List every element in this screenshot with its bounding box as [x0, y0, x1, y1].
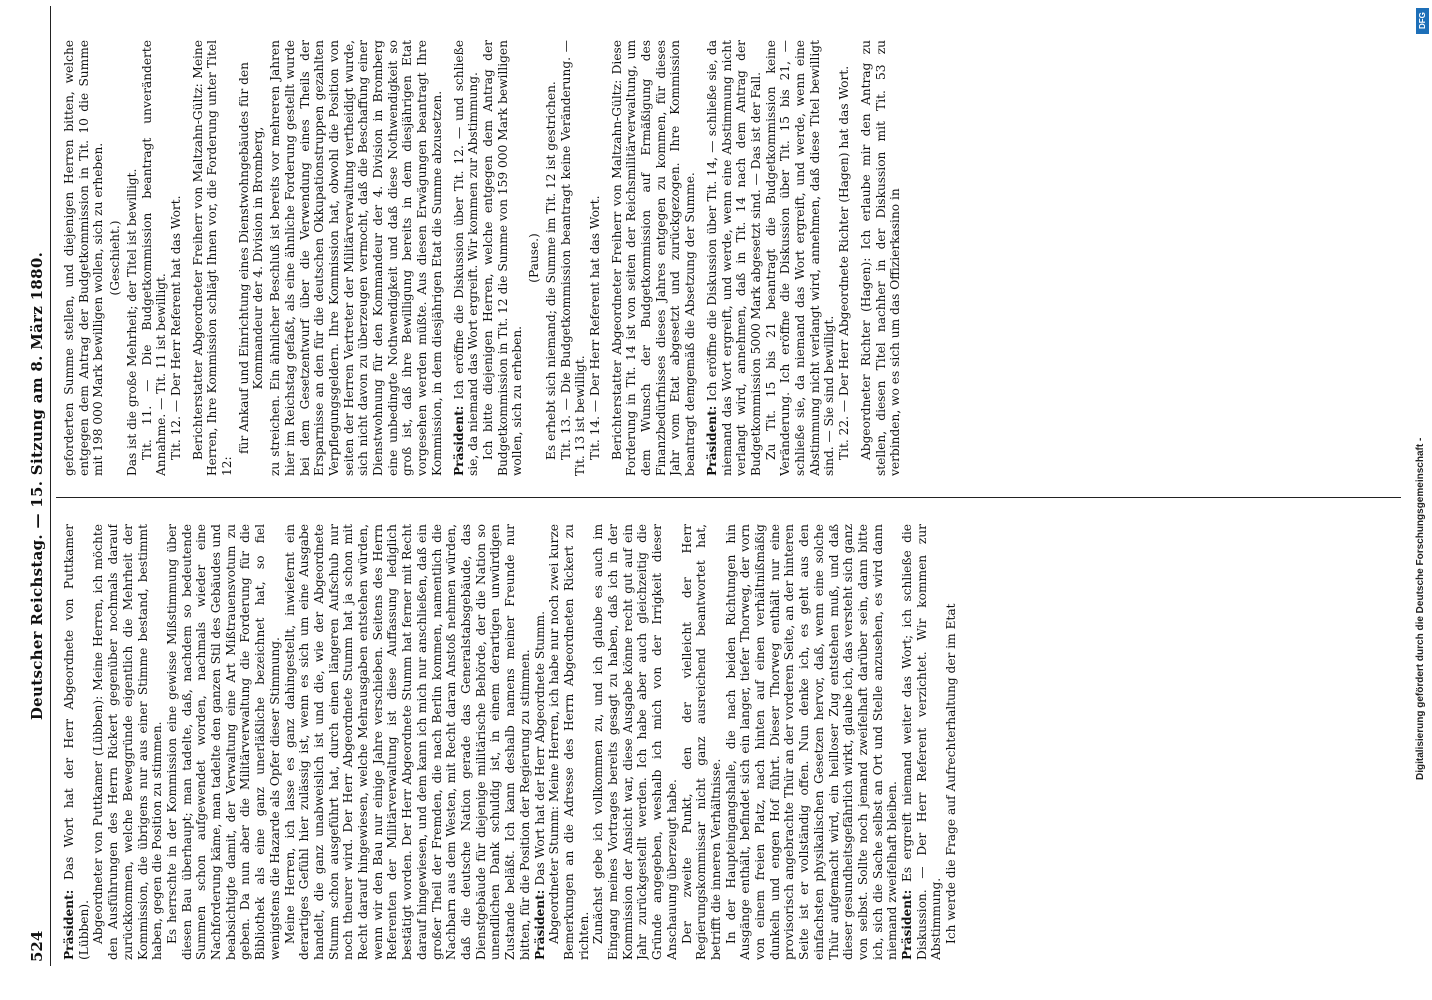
paragraph	[481, 40, 525, 476]
dfg-credit-text: Digitalisierung gefördert durch die Deutsche Forschungsgemeinschaft -	[1415, 437, 1426, 780]
paragraph-gap	[603, 40, 610, 476]
paragraph-text: Berichterstatter Abgeordneter Freiherr von Maltzahn-Gültz: Meine Herren, Ihre Kommission schlägt Ihnen vor, die Forderung unter Titel 12:	[190, 40, 235, 476]
page-header	[26, 6, 51, 966]
column-divider	[56, 497, 1401, 498]
paragraph	[859, 40, 903, 476]
paragraph-text: Zu Tit. 15 bis 21 beantragt die Budgetkommission keine Veränderung. Ich eröffne die Diskussion über Tit. 15 bis 21, — schließe sie, da niemand das Wort ergreift, und werde, wenn eine Abstimmung nicht verlangt wird, annehmen, daß diese Titel bewilligt sind. — Sie sind bewilligt.	[763, 40, 837, 476]
paragraph	[591, 524, 679, 960]
page-number: 524	[28, 930, 46, 962]
paragraph	[169, 40, 184, 476]
paragraph-gap	[184, 40, 191, 476]
paragraph-gap	[445, 40, 452, 476]
paragraph	[559, 40, 588, 476]
paragraph	[900, 524, 944, 960]
paragraph	[165, 524, 283, 960]
paragraph-text: Tit. 12. — Der Herr Referent hat das Wort.	[168, 195, 183, 460]
paragraph	[837, 40, 852, 476]
page-title: Deutscher Reichstag. — 15. Sitzung am 8. März 1880.	[28, 251, 46, 721]
paragraph	[680, 524, 724, 960]
paragraph	[91, 524, 165, 960]
dfg-sidebar	[1412, 0, 1432, 1000]
paragraph-text: Es ergreift niemand weiter das Wort; ich schließe die Diskussion. — Der Herr Referent verzichtet. Wir kommen zur Abstimmung.	[900, 524, 944, 960]
paragraph	[268, 40, 444, 476]
paragraph	[944, 524, 959, 960]
speaker-label: Präsident:	[704, 401, 719, 476]
paragraph-text: Das ist die große Mehrheit; der Titel ist bewilligt.	[124, 168, 139, 476]
paragraph	[764, 40, 838, 476]
paragraph-text: Tit. 22. — Der Herr Abgeordnete Richter (Hagen) hat das Wort.	[837, 65, 852, 460]
paragraph-text: Es erhebt sich niemand; die Summe im Tit. 12 ist gestrichen.	[543, 81, 558, 460]
paragraph-text: zu streichen. Ein ähnlicher Beschluß ist bereits vor mehreren Jahren hier im Reichstag gefaßt, als eine ähnliche Forderung gestellt wurde bei dem Gesetzentwurf über die Verwendung eines Theils der Ersparnisse an den für die deutschen Okkupationstruppen gezahlten Verpflegungsgeldern. Ihre Kommission hat, obwohl die Position von seiten der Herren Vertreter der Militärverwaltung vertheidigt wurde, sich nicht davon zu überzeugen vermocht, daß die Beschaffung einer Dienstwohnung für den Kommandeur der 4. Division in Bromberg eine unbedingte Nothwendigkeit und daß diese Nothwendigkeit so groß ist, daß ihre Bewilligung bereits in dem diesjährigen Etat vorgesehen werden müßte. Aus diesen Erwägungen beantragt Ihre Kommission, in dem diesjährigen Etat die Summe abzusetzen.	[268, 40, 444, 476]
centered-note: für Ankauf und Einrichtung eines Dienstwohngebäudes für den Kommandeur der 4. Division in Bromberg,	[236, 62, 266, 454]
paragraph	[62, 40, 106, 476]
dfg-logo: DFG	[1416, 8, 1429, 34]
paragraph-text: Meine Herren, ich lasse es ganz dahingestellt, inwiefernt ein derartiges Gefühl hier zulässig ist, wenn es sich um eine Ausgabe handelt, die ganz unabweislich ist und die, wie der Abgeordnete Stumm schon ausgeführt hat, durch einen längeren Aufschub nur noch theurer wird. Der Herr Abgeordnete Stumm hat ja schon mit Recht darauf hingewiesen, welche Mehrausgaben entstehen würden, wenn wir den Bau nur einige Jahre verschieben. Seitens des Herrn Referenten der Militärverwaltung ist diese Auffassung lediglich bestätigt worden. Der Herr Abgeordnete Stumm hat ferner mit Recht darauf hingewiesen, und dem kann ich mich nur anschließen, daß ein großer Theil der Fremden, die nach Berlin kommen, namentlich die Nachbarn aus dem Westen, mit Recht daran Anstoß nehmen würden, daß die deutsche Nation gerade das Generalstabsgebäude, das Dienstgebäude für diejenige militärische Behörde, der die Nation so unendlichen Dank schuldig ist, in einem derartigen unwürdigen Zustande beläßt. Ich kann deshalb namens meiner Freunde nur bitten, für die Position der Regierung zu stimmen.	[282, 524, 532, 960]
right-column	[62, 40, 1392, 476]
paragraph	[724, 524, 900, 960]
left-column	[62, 524, 1392, 960]
paragraph	[610, 40, 698, 476]
paragraph	[533, 524, 548, 960]
paragraph-text: geforderten Summe stellen, und diejenigen Herren bitten, welche entgegen dem Antrag der Budgetkommission in Tit. 10 die Summe mit 198 000 Mark bewilligen wollen, sich zu erheben.	[62, 40, 106, 476]
paragraph-text: Tit. 11. — Die Budgetkommission beantragt unveränderte Annahme. — Tit. 11 ist bewilligt.	[139, 40, 169, 476]
paragraph-text: Ich werde die Frage auf Aufrechterhaltung der im Etat	[944, 603, 959, 944]
paragraph-text: Ich eröffne die Diskussion über Tit. 14, — schließe sie, da niemand das Wort ergreift, und werde, wenn eine Abstimmung nicht verlangt wird, annehmen, daß in Tit. 14 nach dem Antrag der Budgetkommission 5000 Mark abgesetzt sind. — Das ist der Fall.	[704, 40, 763, 476]
speaker-label: Präsident:	[451, 399, 466, 476]
paragraph-text: Das Wort hat der Herr Abgeordnete Stumm.	[532, 611, 547, 886]
paragraph	[544, 40, 559, 476]
paragraph	[452, 40, 481, 476]
paragraph-text: Abgeordneter von Puttkamer (Lübben): Meine Herren, ich möchte den Ausführungen des Herrn Rickert gegenüber nochmals darauf zurückkommen, welche Beweggründe eigentlich die Mehrheit der Kommission, die übrigens nur aus einer Stimme bestand, bestimmt haben, gegen die Position zu stimmen.	[91, 524, 165, 960]
paragraph	[125, 40, 140, 476]
paragraph	[283, 524, 533, 960]
paragraph-text: Abgeordneter Richter (Hagen): Ich erlaube mir den Antrag zu stellen, diesen Titel nachher in der Diskussion mit Tit. 53 zu verbinden, wo es sich um das Offizierkasino in	[858, 40, 903, 476]
speaker-label: Präsident:	[62, 880, 76, 960]
paragraph-text: Ich eröffne die Diskussion über Tit. 12. — und schließe sie, da niemand das Wort ergreift. Wir kommen zur Abstimmung.	[451, 40, 481, 476]
paragraph-text: Berichterstatter Abgeordneter Freiherr von Maltzahn-Gültz: Diese Forderung in Tit. 14 ist von seiten der Reichsmilitärverwaltung, um dem Wunsch der Budgetkommission auf Ermäßigung des Finanzbedürfnisses dieses Jahres entgegen zu kommen, für dieses Jahr vom Etat abgesetzt und zurückgezogen. Ihre Kommission beantragt demgemäß die Absetzung der Summe.	[609, 40, 698, 476]
paragraph-text: Der zweite Punkt, den der vielleicht der Herr Regierungskommissar nicht ganz ausreichend beantwortet hat, betrifft die inneren Verhältnisse.	[679, 524, 723, 960]
paragraph-text: Tit. 14. — Der Herr Referent hat das Wort.	[587, 195, 602, 460]
centered-note: (Pause.)	[527, 233, 542, 283]
paragraph	[140, 40, 169, 476]
paragraph-text: Ich bitte diejenigen Herren, welche entgegen dem Antrag der Budgetkommission in Tit. 12 die Summe von 159 000 Mark bewilligen wollen, sich zu erheben.	[480, 40, 525, 476]
paragraph	[191, 40, 235, 476]
speaker-label: Präsident:	[532, 885, 547, 960]
paragraph	[705, 40, 764, 476]
paragraph-text: Tit. 13. — Die Budgetkommission beantragt keine Veränderung. — Tit. 13 ist bewilligt.	[558, 40, 588, 476]
paragraph	[547, 524, 591, 960]
paragraph-text: In der Haupteingangshalle, die nach beiden Richtungen hin Ausgänge enthält, befindet sich ein langer, tiefer Thorweg, der vorn von einem freien Platz, nach hinten auf einen verhältnißmäßig dunkeln und engen Hof führt. Dieser Thorweg enthält nur eine provisorisch angebrachte Thür an der vorderen Seite, an der hinteren Seite ist er vollständig offen. Nun denke ich, es geht aus den einfachsten physikalischen Gesetzen hervor, daß, wenn eine solche Thür aufgemacht wird, ein heilloser Zug entstehen muß, und daß dieser gesundheitsgefährlich wirkt, glaube ich, das versteht sich ganz von selbst. Sollte noch jemand zweifelhaft darüber sein, dann bitte ich, sich die Sache selbst an Ort und Stelle anzusehen, es wird dann niemand zweifelhaft bleiben.	[723, 524, 900, 960]
paragraph	[588, 40, 603, 476]
paragraph-text: Zunächst gebe ich vollkommen zu, und ich glaube es auch im Eingang meines Vortrages bereits gesagt zu haben, daß ich in der Kommission der Ansicht war, diese Ausgabe könne recht gut auf ein Jahr zurückgestellt werden. Ich habe aber auch gleichzeitig die Gründe angegeben, weshalb ich mich von der Irrigkeit dieser Anschauung überzeugt habe.	[591, 524, 679, 960]
paragraph-gap	[698, 40, 705, 476]
centered-note: (Geschieht.)	[108, 220, 123, 296]
paragraph-text: Abgeordneter Stumm: Meine Herren, ich habe nur noch zwei kurze Bemerkungen an die Adresse des Herrn Abgeordneten Rickert zu richten.	[547, 524, 591, 960]
paragraph-gap	[852, 40, 859, 476]
paragraph-text: Es herrschte in der Kommission eine gewisse Mißstimmung über diesen Bau überhaupt; man tadelte, daß, nachdem so bedeutende Summen schon aufgewendet worden, nachmals wieder eine Nachforderung käme, man tadelte den ganzen Stil des Gebäudes und beabsichtigte damit, der Verwaltung eine Art Mißtrauensvotum zu geben. Da nun aber die Militärverwaltung die Forderung für die Bibliothek als eine ganz unerläßliche bezeichnet hat, so fiel wenigstens die Hazarde als Opfer dieser Stimmung.	[164, 524, 282, 960]
scanned-page	[26, 6, 1406, 966]
paragraph	[62, 524, 91, 960]
paragraph-text: Das Wort hat der Herr Abgeordnete von Puttkamer (Lübben).	[62, 524, 91, 960]
speaker-label: Präsident:	[900, 882, 915, 960]
